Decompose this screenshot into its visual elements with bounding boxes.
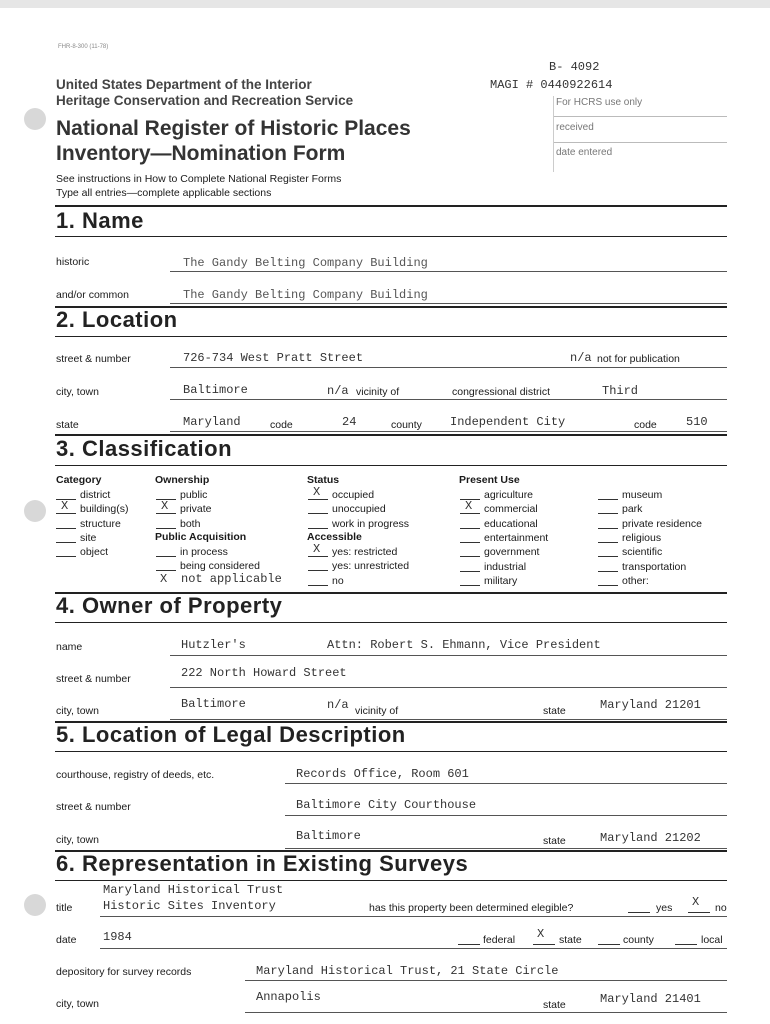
state-level-label: state (559, 934, 582, 946)
checkbox-label: industrial (484, 560, 527, 573)
city-label: city, town (56, 386, 99, 398)
state-blank (533, 944, 555, 945)
no-blank (688, 912, 710, 913)
form-number: FHR-8-300 (11-78) (58, 44, 109, 50)
punch-hole-bottom (24, 894, 46, 916)
owner-city-label: city, town (56, 705, 99, 717)
field-underline (100, 916, 727, 917)
city-value: Baltimore (183, 383, 248, 397)
checkbox-blank (460, 556, 480, 557)
common-name: The Gandy Belting Company Building (183, 288, 428, 302)
checkbox-blank (308, 570, 328, 571)
federal-label: federal (483, 934, 516, 946)
survey-title-line1: Maryland Historical Trust (103, 883, 284, 897)
field-underline (285, 848, 727, 849)
checkbox-label: unoccupied (332, 503, 386, 516)
common-label: and/or common (56, 289, 129, 301)
checkbox-label: being considered (180, 560, 260, 573)
historic-label: historic (56, 256, 90, 268)
survey-date: 1984 (103, 930, 132, 944)
category-title: Category (56, 474, 102, 486)
state-value: Maryland (183, 415, 241, 429)
checkbox-blank (598, 528, 618, 529)
hcrs-title: For HCRS use only (556, 97, 643, 108)
checkbox-blank (460, 571, 480, 572)
acquisition-title: Public Acquisition (155, 531, 247, 543)
punch-hole-middle (24, 500, 46, 522)
county-level-label: county (623, 934, 654, 946)
section-rule (55, 236, 727, 237)
hcrs-box-edge (553, 96, 554, 172)
checkbox-blank (156, 513, 176, 514)
checkbox-blank (308, 528, 328, 529)
not-applicable-label: not applicable (181, 572, 282, 586)
section-1-heading: 1. Name (56, 208, 144, 233)
section-rule (55, 336, 727, 337)
field-underline (170, 655, 727, 656)
congress-label: congressional district (452, 386, 551, 398)
checkbox-blank (460, 528, 480, 529)
checkbox-label: building(s) (80, 503, 129, 516)
owner-state: Maryland 21201 (600, 698, 701, 712)
checkbox-label: public (180, 489, 208, 501)
scan-edge (0, 0, 770, 8)
checkbox-label: no (332, 574, 344, 587)
field-underline (285, 783, 727, 784)
no-mark: X (692, 895, 700, 909)
owner-street-label: street & number (56, 673, 131, 685)
legal-state-label: state (543, 835, 566, 847)
survey-state-label: state (543, 999, 566, 1011)
checkbox-blank (598, 513, 618, 514)
checkbox-label: private residence (622, 517, 702, 530)
checkbox-label: in process (180, 546, 228, 558)
hcrs-date-entered: date entered (556, 147, 613, 158)
field-underline (285, 815, 727, 816)
present-use-title: Present Use (459, 474, 520, 486)
local-blank (675, 944, 697, 945)
owner-city: Baltimore (181, 697, 246, 711)
checkbox-label: park (622, 503, 643, 516)
county-value: Independent City (450, 415, 566, 429)
section-3-heading: 3. Classification (56, 436, 233, 461)
owner-vicinity-label: vicinity of (355, 705, 399, 717)
vicinity-mark: n/a (327, 384, 349, 398)
owner-attention: Attn: Robert S. Ehmann, Vice President (327, 638, 601, 652)
checkbox-label: district (80, 489, 111, 501)
street-value: 726-734 West Pratt Street (183, 351, 364, 365)
code-label: code (270, 419, 293, 431)
checkbox-label: transportation (622, 560, 687, 573)
section-rule (55, 205, 727, 207)
checkbox-label: agriculture (484, 489, 534, 501)
checkbox-blank (460, 585, 480, 586)
legal-city-label: city, town (56, 834, 99, 846)
historic-name: The Gandy Belting Company Building (183, 256, 428, 270)
hcrs-received: received (556, 122, 594, 133)
section-rule (55, 880, 727, 881)
state-code: 24 (342, 415, 357, 429)
checkbox-blank (56, 528, 76, 529)
field-underline (170, 271, 727, 272)
owner-name: Hutzler's (181, 638, 246, 652)
form-title-line2: Inventory—Nomination Form (56, 142, 346, 165)
checkbox-blank (308, 513, 328, 514)
checkbox-label: occupied (332, 489, 375, 501)
checkbox-label: educational (484, 517, 538, 530)
ownership-title: Ownership (155, 474, 210, 486)
checkbox-label: other: (622, 574, 649, 587)
section-rule (55, 622, 727, 623)
survey-title-label: title (56, 902, 73, 914)
section-6-heading: 6. Representation in Existing Surveys (56, 851, 469, 876)
county-label: county (391, 419, 422, 431)
field-underline (245, 980, 727, 981)
checkbox-blank (308, 585, 328, 586)
nfp-label: not for publication (597, 353, 680, 365)
checkbox-blank (598, 499, 618, 500)
checkbox-blank (56, 542, 76, 543)
owner-street: 222 North Howard Street (181, 666, 347, 680)
eligible-question: has this property been determined elegible? (369, 902, 574, 914)
owner-state-label: state (543, 705, 566, 717)
checkbox-blank (460, 513, 480, 514)
legal-state: Maryland 21202 (600, 831, 701, 845)
checkbox-mark: X (313, 485, 321, 499)
checkbox-label: scientific (622, 546, 663, 559)
survey-state: Maryland 21401 (600, 992, 701, 1006)
section-5-heading: 5. Location of Legal Description (56, 722, 406, 747)
county-blank (598, 944, 620, 945)
local-label: local (701, 934, 723, 946)
federal-blank (458, 944, 480, 945)
nfp-mark: n/a (570, 351, 592, 365)
yes-label: yes (656, 902, 673, 914)
depository-value: Maryland Historical Trust, 21 State Circle (256, 964, 559, 978)
form-title-line1: National Register of Historic Places (56, 117, 411, 140)
survey-date-label: date (56, 934, 77, 946)
field-underline (170, 399, 727, 400)
checkbox-blank (460, 542, 480, 543)
hcrs-divider (553, 116, 727, 117)
state-label: state (56, 419, 79, 431)
section-4-heading: 4. Owner of Property (56, 593, 283, 618)
b-number: B- 4092 (549, 60, 600, 74)
field-underline (170, 687, 727, 688)
hcrs-divider (553, 142, 727, 143)
punch-hole-top (24, 108, 46, 130)
checkbox-label: military (484, 574, 518, 587)
field-underline (170, 303, 727, 304)
field-underline (170, 719, 727, 720)
status-title: Status (307, 474, 340, 486)
checkbox-label: entertainment (484, 531, 549, 544)
county-code: 510 (686, 415, 708, 429)
checkbox-blank (598, 571, 618, 572)
checkbox-blank (156, 556, 176, 557)
checkbox-blank (598, 542, 618, 543)
instructions-line1: See instructions in How to Complete National Register Forms (56, 173, 342, 185)
legal-city: Baltimore (296, 829, 361, 843)
not-applicable-mark: X (160, 572, 168, 586)
checkbox-mark: X (313, 542, 321, 556)
state-mark: X (537, 927, 545, 941)
checkbox-label: site (80, 531, 97, 544)
yes-blank (628, 912, 650, 913)
street-label: street & number (56, 353, 131, 365)
depository-label: depository for survey records (56, 966, 192, 978)
county-code-label: code (634, 419, 657, 431)
checkbox-blank (598, 556, 618, 557)
checkbox-label: commercial (484, 503, 538, 516)
checkbox-blank (156, 528, 176, 529)
checkbox-blank (56, 556, 76, 557)
congress-value: Third (602, 384, 639, 398)
checkbox-label: both (180, 517, 201, 530)
instructions-line2: Type all entries—complete applicable sections (56, 187, 272, 199)
field-underline (170, 431, 727, 432)
courthouse-label: courthouse, registry of deeds, etc. (56, 769, 215, 781)
checkbox-label: work in progress (332, 517, 410, 530)
checkbox-label: private (180, 503, 212, 516)
section-2-heading: 2. Location (56, 307, 178, 332)
field-underline (100, 948, 727, 949)
checkbox-blank (308, 499, 328, 500)
checkbox-mark: X (161, 499, 169, 514)
survey-city: Annapolis (256, 990, 321, 1004)
checkbox-blank (56, 513, 76, 514)
field-underline (245, 1012, 727, 1013)
owner-name-label: name (56, 641, 83, 653)
courthouse-value: Records Office, Room 601 (296, 767, 469, 781)
accessible-title: Accessible (307, 531, 362, 543)
owner-vicinity-mark: n/a (327, 698, 349, 712)
checkbox-mark: X (61, 499, 69, 514)
survey-city-label: city, town (56, 998, 99, 1010)
department-line: United States Department of the Interior (56, 77, 312, 92)
checkbox-label: yes: restricted (332, 546, 398, 558)
agency-line: Heritage Conservation and Recreation Service (56, 93, 354, 108)
vicinity-label: vicinity of (356, 386, 400, 398)
checkbox-label: government (484, 546, 540, 559)
no-label: no (715, 902, 727, 914)
checkbox-mark: X (465, 499, 473, 514)
magi-number: MAGI # 0440922614 (490, 78, 613, 92)
checkbox-label: religious (622, 531, 662, 544)
legal-street-label: street & number (56, 801, 131, 813)
survey-title-line2: Historic Sites Inventory (103, 899, 276, 913)
checkbox-blank (598, 585, 618, 586)
checkbox-label: object (80, 546, 109, 559)
checkbox-blank (308, 556, 328, 557)
legal-street: Baltimore City Courthouse (296, 798, 477, 812)
field-underline (170, 367, 727, 368)
checkbox-label: yes: unrestricted (332, 560, 410, 573)
section-rule (55, 751, 727, 752)
checkbox-label: museum (622, 489, 663, 501)
section-rule (55, 465, 727, 466)
checkbox-label: structure (80, 517, 121, 530)
